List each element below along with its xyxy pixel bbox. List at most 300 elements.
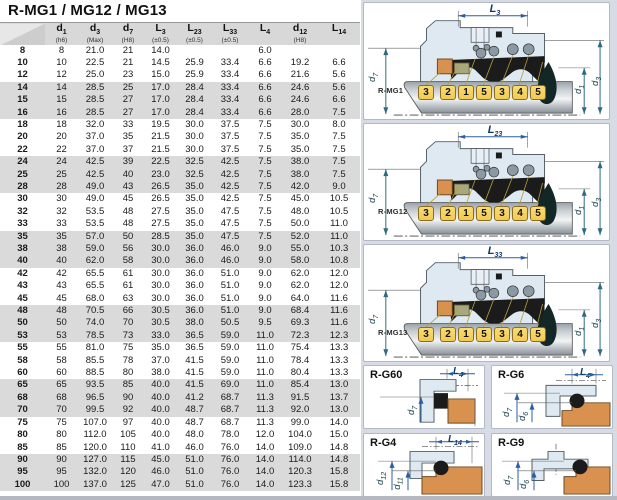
dim-subscript: 7 — [412, 405, 420, 410]
dim-letter: d — [590, 201, 602, 208]
table-row — [0, 392, 360, 404]
value-cell: 75.4 — [290, 342, 310, 354]
dim-subscript: 6 — [524, 479, 532, 484]
value-cell: 6.0 — [258, 44, 272, 56]
value-cell: 66 — [122, 305, 134, 317]
value-cell: 37.0 — [151, 354, 170, 366]
dim-subscript: 3 — [496, 10, 501, 18]
value-cell: 26.5 — [151, 193, 170, 205]
table-row — [0, 169, 360, 181]
row-size-cell: 12 — [17, 69, 28, 81]
value-cell: 30.0 — [151, 255, 170, 267]
value-cell: 97 — [122, 416, 134, 428]
value-cell: 10.3 — [329, 243, 349, 254]
row-size-cell: 45 — [17, 292, 28, 304]
value-cell: 46.0 — [151, 466, 170, 478]
row-size-cell: 18 — [17, 118, 28, 130]
value-cell: 13.3 — [329, 367, 349, 379]
value-cell: 46.0 — [185, 441, 204, 453]
value-cell — [212, 45, 248, 57]
value-cell: 30 — [56, 193, 67, 205]
value-cell: 11.6 — [330, 317, 348, 329]
value-cell: 14.8 — [329, 441, 349, 453]
seat-model-label: R-G9 — [498, 437, 525, 449]
value-cell: 38.0 — [151, 367, 170, 379]
part-number-badge: 2 — [440, 327, 456, 342]
length-dimension-label — [440, 434, 470, 447]
part-number-badge: 3 — [494, 85, 510, 100]
value-cell: 7.5 — [332, 156, 346, 168]
part-number-badge: 2 — [440, 85, 456, 100]
value-cell: 13.7 — [329, 391, 349, 403]
column-header-d12: $d_{12}$ (H8) — [282, 23, 318, 45]
row-size-cell: 95 — [17, 466, 28, 478]
value-cell: 7.5 — [258, 180, 272, 192]
value-cell: 37.0 — [85, 143, 105, 155]
value-cell: 42.5 — [85, 168, 105, 180]
value-cell: 36.0 — [185, 255, 204, 267]
dim-letter: d — [573, 88, 585, 95]
model-label: R-MG1 — [378, 86, 404, 95]
value-cell: 53 — [56, 329, 67, 341]
value-cell: 48.0 — [290, 205, 310, 217]
dim-letter: L — [487, 124, 495, 136]
value-cell: 96.5 — [85, 391, 105, 403]
value-cell: 69.3 — [290, 317, 310, 329]
value-cell: 50.5 — [220, 317, 240, 329]
value-cell: 123.3 — [288, 478, 312, 490]
value-cell: 65.5 — [85, 267, 105, 279]
value-cell: 40 — [122, 168, 134, 180]
dim-subscript: 11 — [397, 477, 405, 485]
value-cell: 27 — [122, 106, 134, 118]
value-cell: 33.4 — [220, 94, 240, 106]
value-cell: 7.5 — [258, 143, 272, 155]
table-row — [0, 156, 360, 168]
dim-subscript: 1 — [579, 84, 587, 89]
value-cell: 30.0 — [151, 280, 170, 292]
table-row — [0, 94, 360, 106]
table-row — [0, 206, 360, 218]
row-size-cell: 35 — [17, 230, 28, 242]
value-cell: 27.5 — [151, 218, 170, 230]
part-number-badge: 5 — [476, 85, 492, 100]
value-cell: 10.5 — [329, 205, 349, 217]
value-cell: 7.5 — [258, 205, 272, 217]
value-cell: 59.0 — [220, 354, 240, 366]
value-cell: 85 — [122, 379, 134, 391]
value-cell: 76.0 — [220, 478, 240, 490]
column-header-L23: $L_{23}$ (±0.5) — [177, 23, 212, 45]
value-cell: 7.5 — [258, 156, 272, 168]
value-cell: 91.5 — [290, 391, 310, 403]
value-cell: 68.0 — [85, 292, 105, 304]
value-cell: 25.9 — [185, 56, 204, 68]
value-cell: 28 — [56, 180, 67, 192]
diameter-label — [501, 408, 514, 417]
column-header-d1: $d_1$ (h6) — [45, 23, 78, 45]
dim-subscript: 14 — [454, 440, 462, 447]
value-cell: 42.5 — [220, 193, 240, 205]
value-cell: 16 — [56, 106, 67, 118]
value-cell: 12.0 — [329, 267, 349, 279]
value-cell: 28.5 — [85, 94, 105, 106]
row-size-cell: 50 — [17, 317, 28, 329]
value-cell: 76.0 — [220, 441, 240, 453]
value-cell: 28.5 — [151, 230, 170, 242]
dim-letter: d — [573, 209, 585, 216]
row-size-cell: 43 — [17, 280, 28, 292]
diameter-label — [406, 406, 419, 415]
seal-cross-section-drawing — [364, 3, 609, 119]
part-number-badge: 3 — [418, 206, 434, 221]
column-header-d7: $d_7$ (H8) — [112, 23, 144, 45]
value-cell: 35 — [122, 131, 134, 143]
value-cell: 51.0 — [185, 466, 204, 478]
value-cell: 14.0 — [255, 466, 275, 478]
row-size-cell: 32 — [17, 205, 28, 217]
value-cell: 22.5 — [151, 156, 170, 168]
value-cell: 65 — [56, 379, 67, 391]
value-cell: 55 — [56, 342, 67, 354]
value-cell: 21.5 — [151, 143, 170, 155]
value-cell: 11.0 — [256, 354, 274, 366]
part-number-badge: 5 — [530, 206, 546, 221]
row-size-cell: 20 — [17, 131, 28, 143]
row-size-cell: 15 — [17, 94, 28, 106]
value-cell: 28.4 — [185, 81, 204, 93]
value-cell: 36.0 — [185, 280, 204, 292]
value-cell: 32 — [56, 205, 67, 217]
value-cell: 80 — [122, 367, 134, 379]
diameter-label — [392, 477, 405, 490]
value-cell: 11.0 — [256, 367, 274, 379]
seat-diagram-r-g60 — [363, 365, 485, 429]
value-cell: 41.5 — [185, 367, 204, 379]
value-cell: 58 — [56, 354, 67, 366]
value-cell: 11.3 — [256, 416, 274, 428]
value-cell — [177, 45, 212, 57]
value-cell: 33.4 — [220, 81, 240, 93]
value-cell: 63 — [122, 292, 134, 304]
value-cell: 100 — [53, 478, 70, 490]
value-cell: 53.5 — [85, 218, 105, 230]
value-cell: 35.0 — [185, 218, 204, 230]
value-cell: 11.3 — [256, 404, 274, 416]
value-cell: 7.5 — [332, 131, 346, 143]
table-row — [0, 454, 360, 466]
value-cell: 58.0 — [290, 255, 310, 267]
value-cell: 11.0 — [256, 342, 274, 354]
value-cell: 14 — [56, 81, 67, 93]
value-cell: 11.0 — [256, 379, 274, 391]
row-size-cell: 22 — [17, 143, 28, 155]
dim-letter: d — [502, 479, 514, 486]
value-cell: 35.0 — [151, 342, 170, 354]
table-row — [0, 131, 360, 143]
diagram-panel — [361, 0, 617, 500]
value-cell: 13.3 — [329, 342, 349, 354]
value-cell — [282, 45, 318, 57]
table-row — [0, 69, 360, 81]
value-cell: 70.5 — [85, 305, 105, 317]
value-cell: 5.6 — [332, 69, 346, 81]
table-row — [0, 231, 360, 243]
value-cell: 9.0 — [258, 267, 272, 279]
value-cell: 36.5 — [185, 329, 204, 341]
row-size-cell: 75 — [17, 416, 28, 428]
value-cell: 47.5 — [220, 230, 240, 242]
value-cell: 8.0 — [332, 118, 346, 130]
row-size-cell: 38 — [17, 243, 28, 254]
value-cell: 42.5 — [220, 180, 240, 192]
value-cell: 30.0 — [290, 118, 310, 130]
value-cell: 7.5 — [258, 168, 272, 180]
dim-subscript: 4 — [459, 372, 463, 379]
table-row — [0, 45, 360, 57]
model-label: R-MG13 — [378, 328, 408, 337]
row-size-cell: 33 — [17, 218, 28, 230]
diameter-d3-label — [590, 198, 603, 207]
value-cell: 90 — [122, 391, 134, 403]
diameter-d1-label — [573, 327, 586, 336]
value-cell: 107.0 — [83, 416, 107, 428]
row-size-cell: 68 — [17, 391, 28, 403]
value-cell: 14.0 — [329, 416, 349, 428]
value-cell: 37.5 — [220, 143, 240, 155]
value-cell: 25 — [56, 168, 67, 180]
value-cell: 64.0 — [290, 292, 310, 304]
value-cell: 68.4 — [290, 305, 310, 317]
value-cell: 28.4 — [185, 106, 204, 118]
page-title: R-MG1 / MG12 / MG13 — [8, 2, 167, 19]
column-header-L33: $L_{33}$ (±0.5) — [212, 23, 248, 45]
value-cell: 27.5 — [151, 205, 170, 217]
value-cell: 14.0 — [255, 478, 275, 490]
value-cell: 24.6 — [290, 81, 310, 93]
dim-subscript: 3 — [596, 318, 604, 323]
value-cell: 15.8 — [329, 478, 349, 490]
diameter-d7-label — [367, 315, 380, 324]
value-cell: 30.0 — [151, 243, 170, 254]
value-cell: 30.0 — [151, 292, 170, 304]
value-cell: 12.0 — [329, 280, 349, 292]
value-cell: 17.0 — [151, 106, 170, 118]
value-cell: 62.0 — [85, 255, 105, 267]
value-cell: 14.0 — [151, 44, 170, 56]
value-cell: 6.6 — [332, 94, 346, 106]
value-cell: 104.0 — [288, 429, 312, 441]
diameter-d3-label — [590, 77, 603, 86]
row-size-cell: 16 — [17, 106, 28, 118]
table-row — [0, 293, 360, 305]
model-label: R-MG12 — [378, 207, 408, 216]
row-size-cell: 25 — [17, 168, 28, 180]
value-cell: 112.0 — [83, 429, 107, 441]
diameter-d7-label — [367, 194, 380, 203]
value-cell: 15.0 — [151, 69, 170, 81]
dim-letter: d — [367, 197, 379, 204]
table-header-row — [0, 23, 360, 45]
value-cell: 15.0 — [329, 429, 349, 441]
part-number-badge: 4 — [512, 327, 528, 342]
value-cell: 45.0 — [151, 453, 170, 465]
table-body — [0, 45, 360, 492]
value-cell: 85.4 — [290, 379, 310, 391]
value-cell: 7.5 — [332, 143, 346, 155]
dimension-table — [0, 22, 360, 491]
value-cell: 99.0 — [290, 416, 310, 428]
value-cell: 62.0 — [290, 267, 310, 279]
diameter-d3-label — [590, 319, 603, 328]
value-cell: 38.0 — [185, 317, 204, 329]
dim-subscript: 7 — [373, 193, 381, 198]
value-cell: 6.6 — [258, 69, 272, 81]
value-cell: 40.0 — [151, 404, 170, 416]
diameter-d1-label — [573, 85, 586, 94]
value-cell: 45 — [122, 193, 134, 205]
value-cell: 47.0 — [151, 478, 170, 490]
part-number-badge: 1 — [458, 85, 474, 100]
value-cell: 9.0 — [258, 255, 272, 267]
value-cell: 72.3 — [290, 329, 310, 341]
value-cell: 32.5 — [185, 168, 204, 180]
value-cell: 78.5 — [85, 329, 105, 341]
value-cell: 14.0 — [255, 453, 275, 465]
dim-letter: d — [518, 483, 530, 490]
row-size-cell: 70 — [17, 404, 28, 416]
value-cell: 11.0 — [330, 218, 348, 230]
value-cell: 35.0 — [185, 205, 204, 217]
value-cell: 33.4 — [220, 56, 240, 68]
dim-subscript: 23 — [494, 131, 503, 139]
value-cell: 50 — [122, 230, 134, 242]
value-cell: 62.0 — [290, 280, 310, 292]
dim-letter: d — [375, 479, 387, 485]
row-size-cell: 24 — [17, 156, 28, 168]
seat-diagram-r-g4 — [363, 433, 485, 497]
value-cell: 13.3 — [329, 354, 349, 366]
value-cell: 7.5 — [258, 230, 272, 242]
seal-diagram-r-mg13 — [363, 244, 610, 362]
value-cell: 48 — [122, 218, 134, 230]
value-cell: 41.0 — [151, 441, 170, 453]
value-cell: 11.6 — [330, 305, 348, 317]
dim-subscript: 7 — [507, 407, 515, 412]
value-cell: 11.0 — [330, 230, 348, 242]
value-cell: 30.0 — [185, 143, 204, 155]
part-number-badge: 5 — [476, 206, 492, 221]
value-cell: 28.5 — [85, 81, 105, 93]
value-cell: 23.0 — [151, 168, 170, 180]
value-cell: 24.6 — [290, 94, 310, 106]
value-cell: 46.0 — [220, 255, 240, 267]
value-cell: 42.5 — [85, 156, 105, 168]
value-cell: 40.0 — [151, 429, 170, 441]
row-size-cell: 48 — [17, 305, 28, 317]
value-cell: 12.0 — [255, 429, 275, 441]
value-cell: 40.0 — [151, 391, 170, 403]
value-cell: 13.0 — [329, 379, 349, 391]
seat-model-label: R-G4 — [370, 437, 397, 449]
table-row — [0, 305, 360, 317]
length-dimension-label — [476, 3, 514, 17]
value-cell: 40.0 — [151, 379, 170, 391]
value-cell — [318, 45, 360, 57]
value-cell: 10 — [56, 56, 67, 68]
value-cell: 28.5 — [85, 106, 105, 118]
value-cell: 70 — [56, 404, 67, 416]
part-number-badge: 3 — [418, 327, 434, 342]
dim-subscript: 12 — [380, 471, 388, 480]
row-size-cell: 60 — [17, 367, 28, 379]
diameter-label — [517, 412, 530, 421]
value-cell: 43 — [56, 280, 67, 292]
value-cell: 10.8 — [329, 255, 349, 267]
value-cell: 35 — [56, 230, 67, 242]
seat-model-label: R-G6 — [498, 369, 525, 381]
value-cell: 26.5 — [151, 180, 170, 192]
part-number-badge: 5 — [476, 327, 492, 342]
value-cell: 35.0 — [185, 193, 204, 205]
value-cell: 9.0 — [332, 180, 346, 192]
value-cell: 78.4 — [290, 354, 310, 366]
value-cell: 127.0 — [83, 453, 107, 465]
value-cell: 9.0 — [258, 292, 272, 304]
dim-subscript: 3 — [596, 197, 604, 202]
value-cell: 85.5 — [85, 354, 105, 366]
table-row — [0, 119, 360, 131]
dim-subscript: 7 — [373, 314, 381, 319]
value-cell: 80 — [56, 429, 67, 441]
value-cell: 45 — [56, 292, 67, 304]
value-cell: 30.0 — [185, 118, 204, 130]
diameter-label — [518, 480, 531, 489]
part-number-badge: 3 — [494, 327, 510, 342]
value-cell: 65.5 — [85, 280, 105, 292]
value-cell: 9.0 — [258, 305, 272, 317]
value-cell: 28.0 — [290, 106, 310, 118]
table-row — [0, 218, 360, 230]
dim-letter: d — [406, 409, 418, 416]
row-size-cell: 55 — [17, 342, 28, 354]
value-cell: 48 — [56, 305, 67, 317]
value-cell: 73 — [122, 329, 134, 341]
value-cell: 38.0 — [290, 156, 310, 168]
table-row — [0, 404, 360, 416]
value-cell: 11.0 — [256, 329, 274, 341]
dim-letter: d — [517, 415, 529, 422]
dim-letter: d — [501, 411, 513, 418]
value-cell: 9.0 — [258, 280, 272, 292]
value-cell: 75 — [122, 342, 134, 354]
value-cell: 37.5 — [220, 118, 240, 130]
value-cell: 10.5 — [329, 193, 349, 205]
value-cell: 36.0 — [185, 243, 204, 254]
value-cell: 42.5 — [220, 156, 240, 168]
value-cell: 60 — [56, 367, 67, 379]
table-header — [0, 23, 360, 45]
value-cell: 92 — [122, 404, 134, 416]
value-cell: 12 — [56, 69, 67, 81]
value-cell: 36.0 — [185, 267, 204, 279]
value-cell: 51.0 — [185, 478, 204, 490]
seal-diagram-r-mg12 — [363, 123, 610, 241]
value-cell: 40 — [56, 255, 67, 267]
part-number-badge: 5 — [530, 327, 546, 342]
part-number-badge: 5 — [530, 85, 546, 100]
length-dimension-label — [476, 245, 514, 259]
